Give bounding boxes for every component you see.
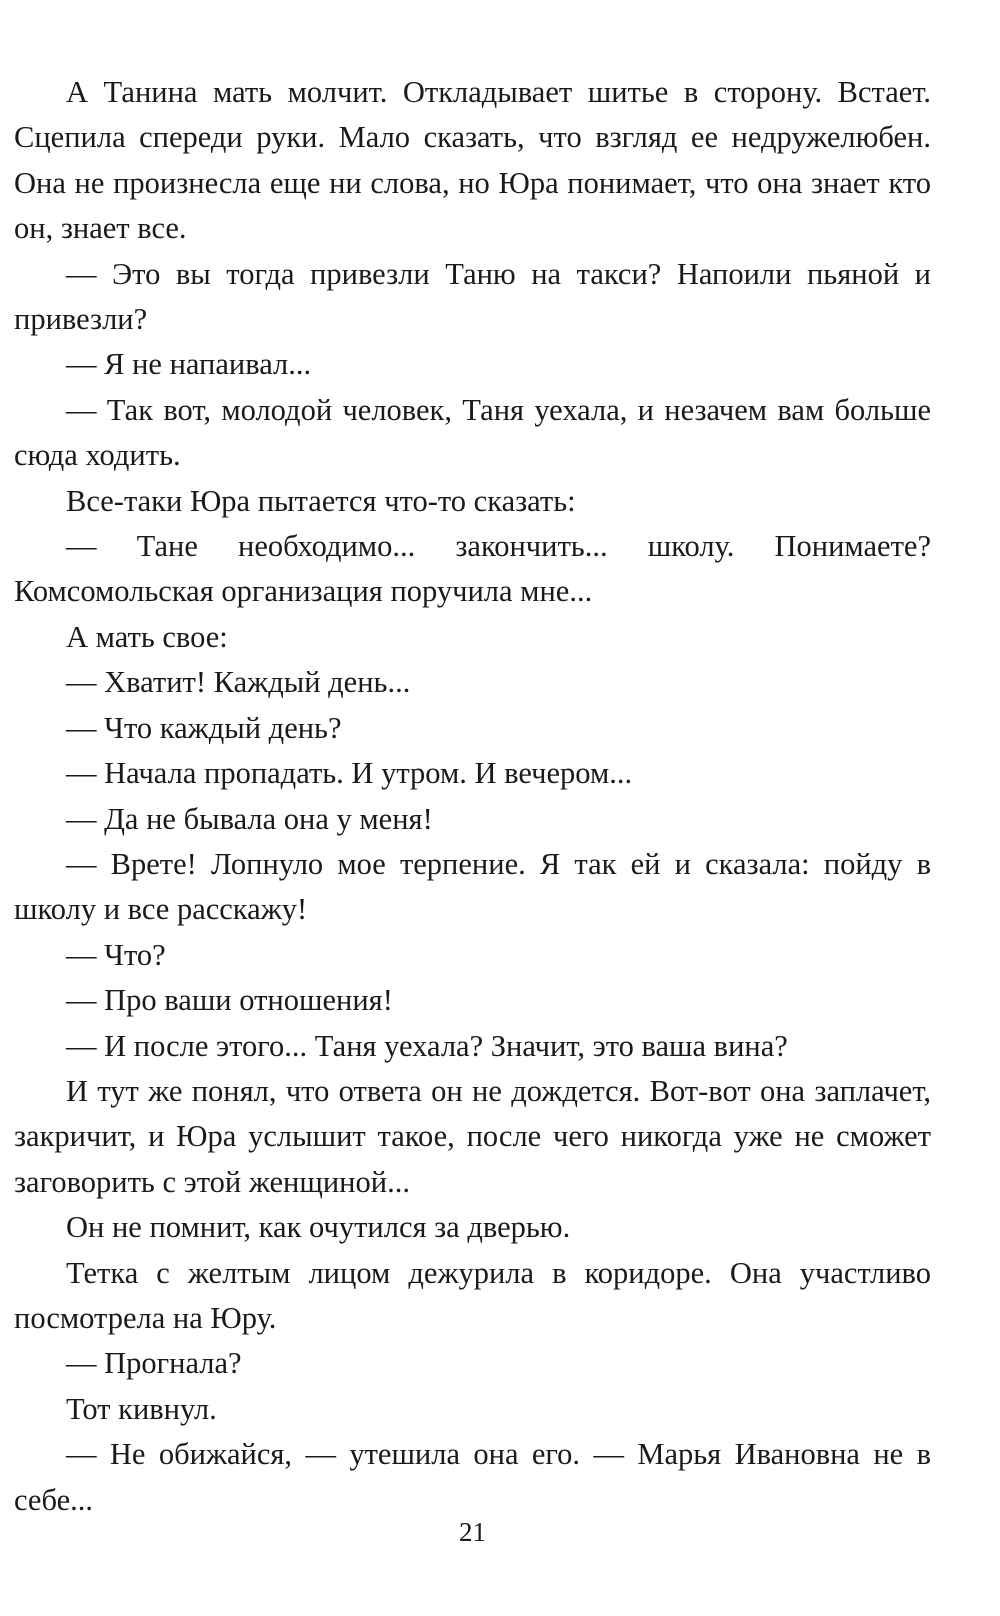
paragraph: — Не обижайся, — утешила она его. — Марья Ивановна не в себе... <box>14 1437 931 1517</box>
paragraph: — Так вот, молодой человек, Таня уехала, и незачем вам больше сюда ходить. <box>14 392 931 473</box>
paragraph: — Я не напаивал... <box>66 347 312 382</box>
paragraph: Он не помнит, как очутился за дверью. <box>66 1210 571 1245</box>
paragraph: — Тане необходимо... закончить... школу. Понимаете? Комсомольская организация поручила мне... <box>14 529 931 609</box>
paragraph: Тот кивнул. <box>66 1391 217 1426</box>
paragraph: — Начала пропадать. И утром. И вечером... <box>66 756 633 791</box>
paragraph: — Про ваши отношения! <box>66 983 393 1018</box>
paragraph: — Хватит! Каждый день... <box>66 665 411 700</box>
paragraph: — И после этого... Таня уехала? Значит, это ваша вина? <box>66 1028 788 1063</box>
paragraph: Тетка с желтым лицом дежурила в коридоре. Она участливо посмотрела на Юру. <box>14 1255 931 1335</box>
page-number: 21 <box>459 1517 486 1547</box>
paragraph: — Врете! Лопнуло мое терпение. Я так ей и сказала: пойду в школу и все расскажу! <box>14 846 931 927</box>
book-page-text <box>14 70 931 1523</box>
paragraph: — Прогнала? <box>66 1346 242 1381</box>
paragraph: — Что каждый день? <box>66 710 342 745</box>
paragraph: А мать свое: <box>66 619 228 654</box>
paragraph: Все-таки Юра пытается что-то сказать: <box>66 483 576 518</box>
paragraph: А Танина мать молчит. Откладывает шитье в сторону. Встает. Сцепила спереди руки. Мало сказать, что взгляд ее недружелюбен. Она не произнесла еще ни слова, но Юра понимает, что она знает кто он, знает все. <box>14 75 931 246</box>
paragraph: — Что? <box>66 937 166 972</box>
paragraph: — Да не бывала она у меня! <box>66 801 433 836</box>
paragraph: — Это вы тогда привезли Таню на такси? Напоили пьяной и привезли? <box>14 256 931 337</box>
paragraph: И тут же понял, что ответа он не дождется. Вот-вот она заплачет, закричит, и Юра услышит такое, после чего никогда уже не сможет заговорить с этой женщиной... <box>14 1073 931 1199</box>
